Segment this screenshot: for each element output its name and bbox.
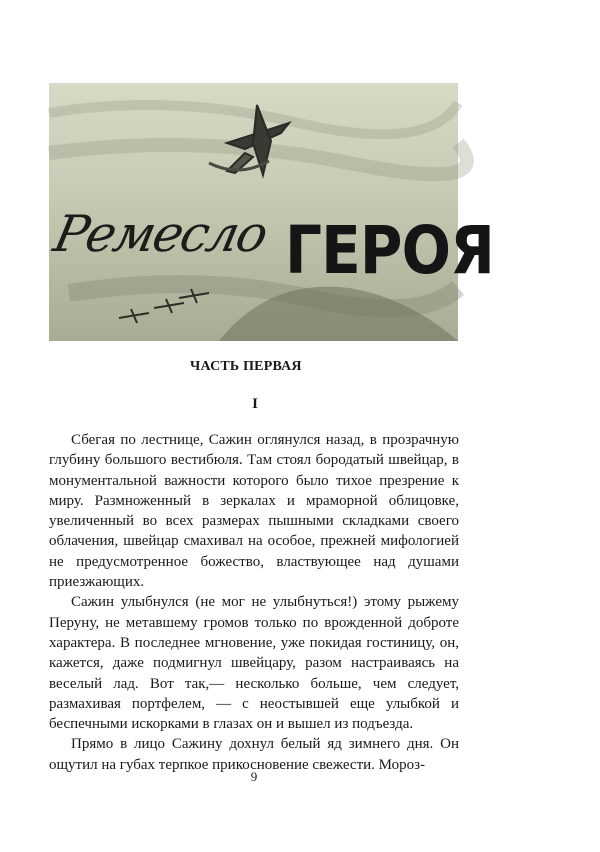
title-illustration: [48, 83, 494, 341]
body-text: [49, 430, 459, 775]
page-number: 9: [250, 769, 258, 784]
logo-script-text: Ремесло: [48, 205, 272, 263]
chapter-number: I: [252, 396, 258, 412]
paragraph: Сажин улыбнулся (не мог не улыбнуться!) этому рыжему Перуну, не метавшему громов только по врожденной доброте характера. В последнее мгновение, уже покидая гостиницу, он, кажется, даже подмигнул швейцару, разом настраиваясь на веселый лад. Вот так,— несколько больше, чем следует, размахивая портфелем, — с неостывшей еще улыбкой и беспечными искорками в глазах он и вышел из подъезда.: [49, 594, 459, 733]
paragraph: Прямо в лицо Сажину дохнул белый яд зимнего дня. Он ощутил на губах терпкое прикосновение свежести. Мороз-: [49, 736, 459, 773]
logo-block-text: ГЕРОЯ: [285, 212, 494, 289]
paragraph: Сбегая по лестнице, Сажин оглянулся назад, в прозрачную глубину большого вестибюля. Там стоял бородатый швейцар, в монументальной важности которого было тихое презрение к миру. Размноженный в зеркалах и мраморной облицовке, увеличенный во всех размерах пышными складками своего облачения, швейцар смахивал на особое, прежней мифологией не предусмотренное божество, властвующее над душами приезжающих.: [49, 432, 459, 591]
part-title: ЧАСТЬ ПЕРВАЯ: [190, 359, 302, 374]
